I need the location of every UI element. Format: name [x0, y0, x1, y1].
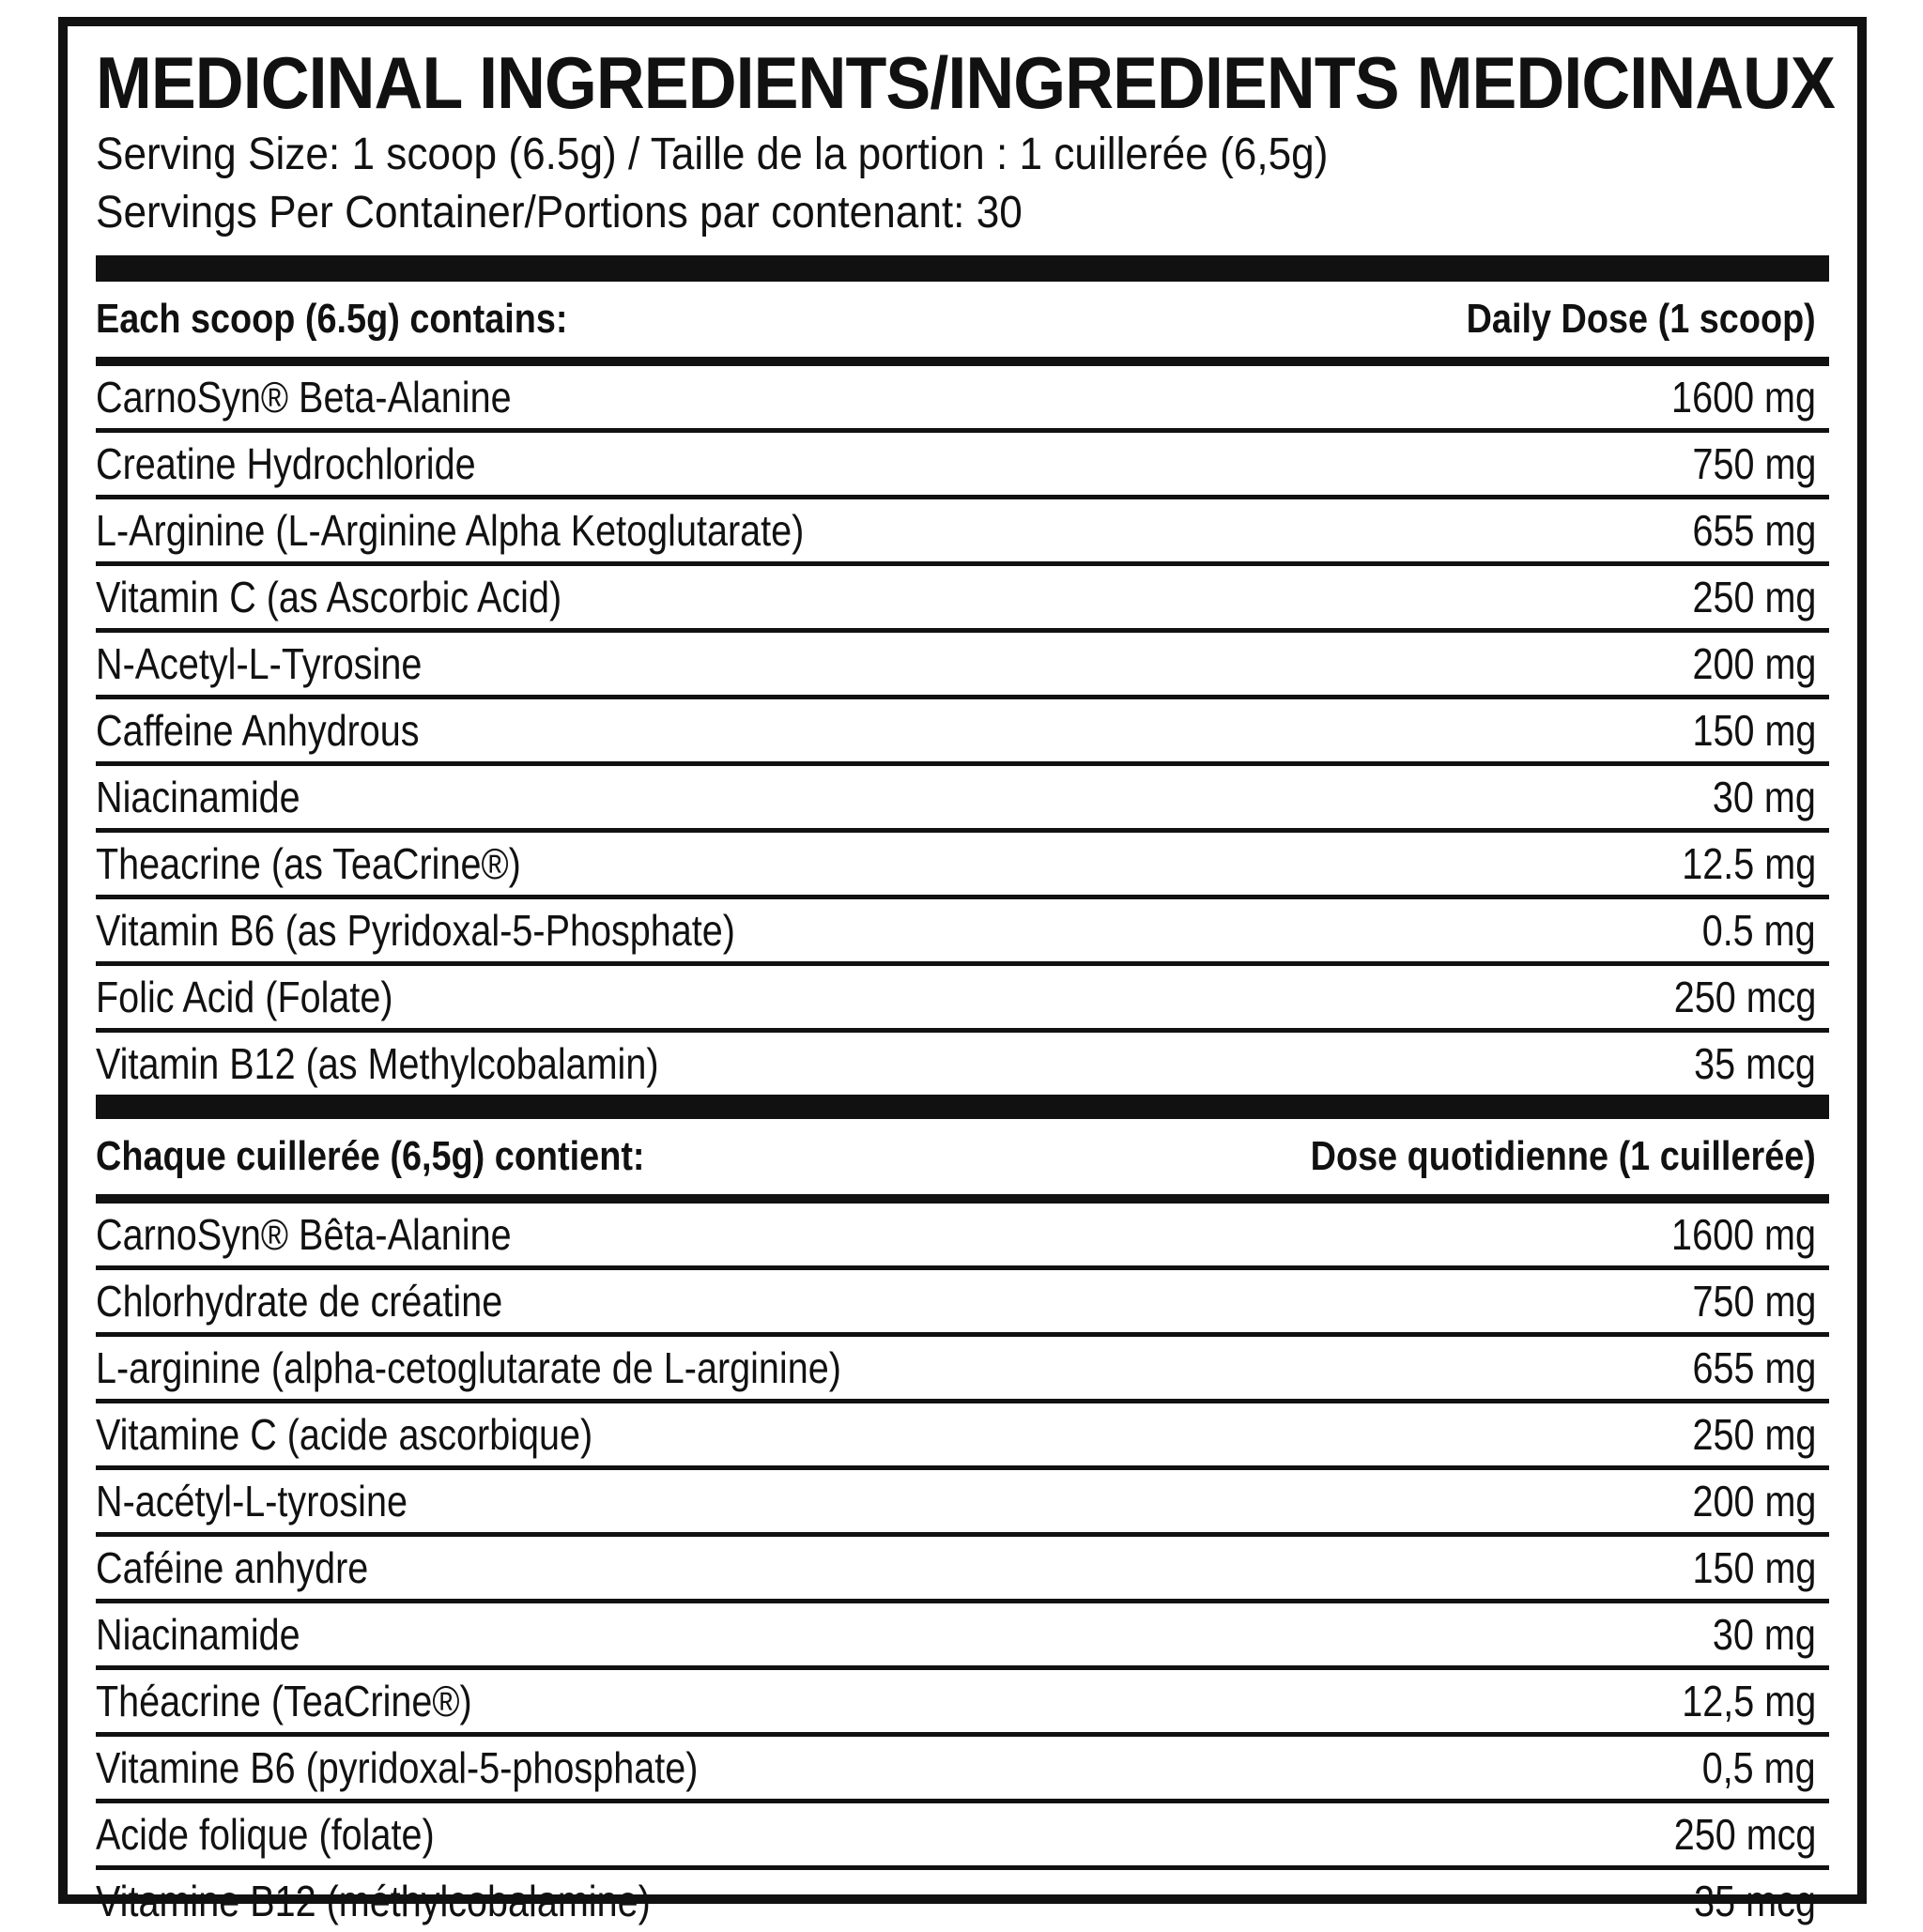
table-row: [96, 1803, 1829, 1870]
ingredient-amount: 750 mg: [1692, 439, 1816, 488]
ingredient-amount: 250 mg: [1692, 1410, 1816, 1459]
ingredient-amount: 150 mg: [1692, 1543, 1816, 1592]
english-header-left: Each scoop (6.5g) contains:: [96, 296, 568, 342]
table-row: [96, 1337, 1829, 1403]
table-row: [96, 1270, 1829, 1337]
table-row: [96, 766, 1829, 833]
ingredient-name: Creatine Hydrochloride: [96, 439, 476, 488]
table-row: [96, 833, 1829, 899]
french-header-right: Dose quotidienne (1 cuillerée): [1310, 1133, 1816, 1179]
ingredient-name: Theacrine (as TeaCrine®): [96, 839, 521, 888]
ingredient-amount: 0,5 mg: [1702, 1743, 1816, 1792]
ingredient-name: CarnoSyn® Bêta-Alanine: [96, 1210, 512, 1259]
table-row: [96, 1537, 1829, 1603]
ingredient-amount: 200 mg: [1692, 1477, 1816, 1526]
section-divider-top: [96, 255, 1829, 282]
ingredient-name: Folic Acid (Folate): [96, 973, 393, 1021]
ingredient-amount: 35 mcg: [1694, 1877, 1816, 1925]
ingredient-name: N-acétyl-L-tyrosine: [96, 1477, 408, 1526]
english-header-divider: [96, 357, 1829, 366]
table-row: [96, 1737, 1829, 1803]
ingredients-panel: [58, 17, 1867, 1925]
ingredient-name: Chlorhydrate de créatine: [96, 1277, 503, 1326]
table-row: [96, 1603, 1829, 1670]
table-row: [96, 966, 1829, 1033]
ingredient-name: L-arginine (alpha-cetoglutarate de L-arginine): [96, 1343, 841, 1392]
table-row: [96, 433, 1829, 499]
ingredient-amount: 30 mg: [1713, 1610, 1816, 1659]
ingredient-name: L-Arginine (L-Arginine Alpha Ketoglutarate): [96, 506, 805, 555]
table-row: [96, 366, 1829, 433]
ingredient-amount: 655 mg: [1692, 506, 1816, 555]
ingredient-name: Théacrine (TeaCrine®): [96, 1677, 472, 1725]
table-row: [96, 499, 1829, 566]
serving-size: Serving Size: 1 scoop (6.5g) / Taille de la portion : 1 cuillerée (6,5g): [96, 130, 1329, 179]
french-section-header: [96, 1119, 1829, 1194]
table-row: [96, 566, 1829, 633]
french-header-divider: [96, 1194, 1829, 1204]
table-row: [96, 699, 1829, 766]
ingredient-name: Vitamin B6 (as Pyridoxal-5-Phosphate): [96, 906, 735, 955]
table-row: [96, 1403, 1829, 1470]
ingredient-amount: 35 mcg: [1694, 1039, 1816, 1088]
ingredient-amount: 150 mg: [1692, 706, 1816, 755]
ingredient-name: Caféine anhydre: [96, 1543, 369, 1592]
ingredient-amount: 250 mcg: [1673, 1810, 1816, 1859]
english-section-header: [96, 282, 1829, 357]
servings-per-container: Servings Per Container/Portions par contenant: 30: [96, 188, 1023, 238]
ingredient-amount: 30 mg: [1713, 773, 1816, 821]
ingredient-amount: 12.5 mg: [1682, 839, 1816, 888]
table-row: [96, 899, 1829, 966]
table-row: [96, 633, 1829, 699]
ingredient-amount: 0.5 mg: [1702, 906, 1816, 955]
panel-content: [96, 26, 1835, 1932]
french-header-left: Chaque cuillerée (6,5g) contient:: [96, 1133, 645, 1179]
table-row: [96, 1204, 1829, 1270]
ingredient-amount: 200 mg: [1692, 639, 1816, 688]
ingredient-name: N-Acetyl-L-Tyrosine: [96, 639, 423, 688]
table-row: [96, 1870, 1829, 1932]
table-row: [96, 1470, 1829, 1537]
ingredient-name: Niacinamide: [96, 1610, 300, 1659]
ingredient-amount: 250 mg: [1692, 573, 1816, 621]
ingredient-amount: 655 mg: [1692, 1343, 1816, 1392]
ingredient-amount: 12,5 mg: [1682, 1677, 1816, 1725]
ingredient-name: Vitamin B12 (as Methylcobalamin): [96, 1039, 659, 1088]
ingredient-name: Vitamine B6 (pyridoxal-5-phosphate): [96, 1743, 699, 1792]
english-ingredient-list: [96, 366, 1829, 1095]
ingredient-name: Niacinamide: [96, 773, 300, 821]
ingredient-name: Caffeine Anhydrous: [96, 706, 420, 755]
ingredient-name: Vitamine B12 (méthylcobalamine): [96, 1877, 651, 1925]
ingredient-amount: 750 mg: [1692, 1277, 1816, 1326]
ingredient-amount: 250 mcg: [1673, 973, 1816, 1021]
panel-title: MEDICINAL INGREDIENTS/INGREDIENTS MEDICINAUX: [96, 41, 1835, 124]
table-row: [96, 1670, 1829, 1737]
french-ingredient-list: [96, 1204, 1829, 1932]
ingredient-name: Vitamin C (as Ascorbic Acid): [96, 573, 562, 621]
ingredient-name: Vitamine C (acide ascorbique): [96, 1410, 593, 1459]
ingredient-name: Acide folique (folate): [96, 1810, 435, 1859]
section-divider-middle: [96, 1095, 1829, 1119]
english-header-right: Daily Dose (1 scoop): [1466, 296, 1816, 342]
table-row: [96, 1033, 1829, 1095]
ingredient-amount: 1600 mg: [1671, 373, 1816, 422]
ingredient-amount: 1600 mg: [1671, 1210, 1816, 1259]
ingredient-name: CarnoSyn® Beta-Alanine: [96, 373, 512, 422]
